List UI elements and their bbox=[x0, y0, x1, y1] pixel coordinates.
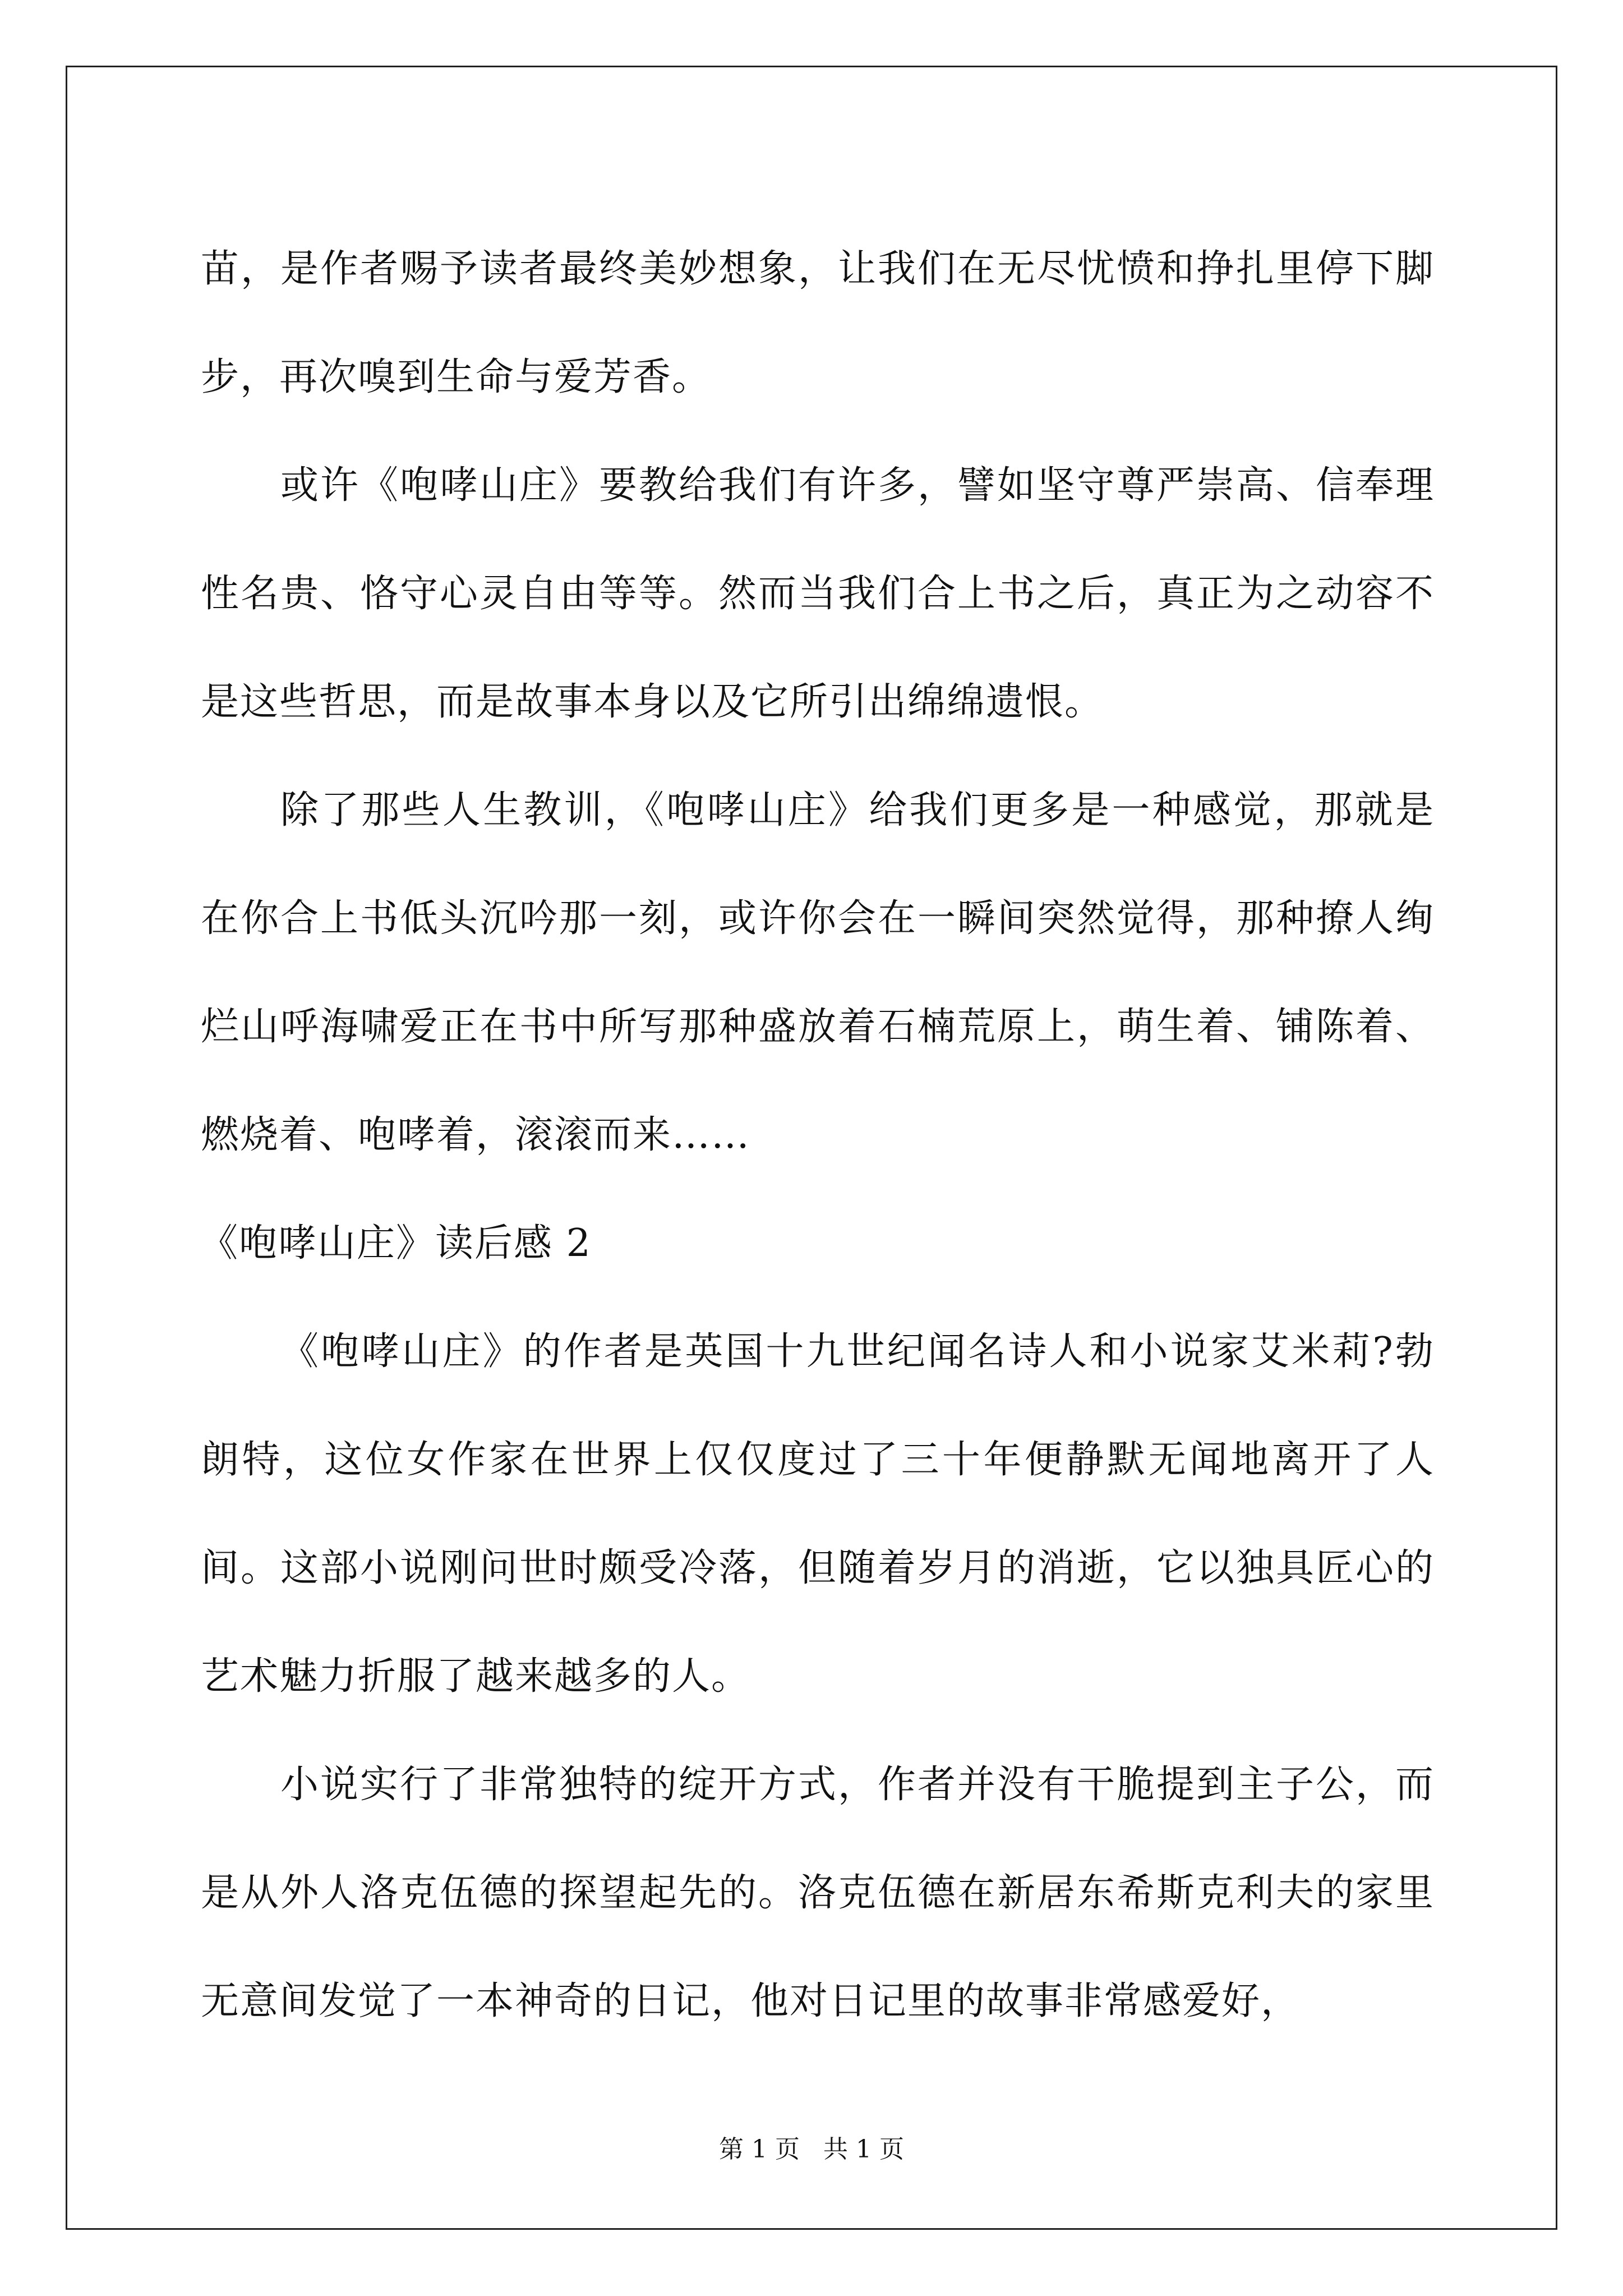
page-number: 第 1 页 bbox=[719, 2135, 800, 2164]
paragraph-1: 苗，是作者赐予读者最终美妙想象，让我们在无尽忧愤和挣扎里停下脚步，再次嗅到生命与爱芳香。 bbox=[201, 247, 1435, 399]
page-footer bbox=[0, 2129, 1623, 2165]
section-heading: 《咆哮山庄》读后感 2 bbox=[200, 1221, 592, 1266]
document-body bbox=[201, 215, 1435, 2055]
paragraph-4: 《咆哮山庄》的作者是英国十九世纪闻名诗人和小说家艾米莉?勃朗特，这位女作家在世界上仅仅度过了三十年便静默无闻地离开了人间。这部小说刚问世时颇受冷落，但随着岁月的消逝，它以独具匠心的艺术魅力折服了越来越多的人。 bbox=[201, 1329, 1435, 1699]
paragraph-3: 除了那些人生教训，《咆哮山庄》给我们更多是一种感觉，那就是在你合上书低头沉吟那一刻，或许你会在一瞬间突然觉得，那种撩人绚烂山呼海啸爱正在书中所写那种盛放着石楠荒原上，萌生着、铺陈着、燃烧着、咆哮着，滚滚而来…… bbox=[201, 788, 1435, 1157]
paragraph-5: 小说实行了非常独特的绽开方式，作者并没有干脆提到主子公，而是从外人洛克伍德的探望起先的。洛克伍德在新居东希斯克利夫的家里无意间发觉了一本神奇的日记，他对日记里的故事非常感爱好， bbox=[201, 1763, 1435, 2023]
paragraph-2: 或许《咆哮山庄》要教给我们有许多，譬如坚守尊严崇高、信奉理性名贵、恪守心灵自由等等。然而当我们合上书之后，真正为之动容不是这些哲思，而是故事本身以及它所引出绵绵遗恨。 bbox=[201, 463, 1435, 724]
page-total: 共 1 页 bbox=[823, 2135, 904, 2164]
